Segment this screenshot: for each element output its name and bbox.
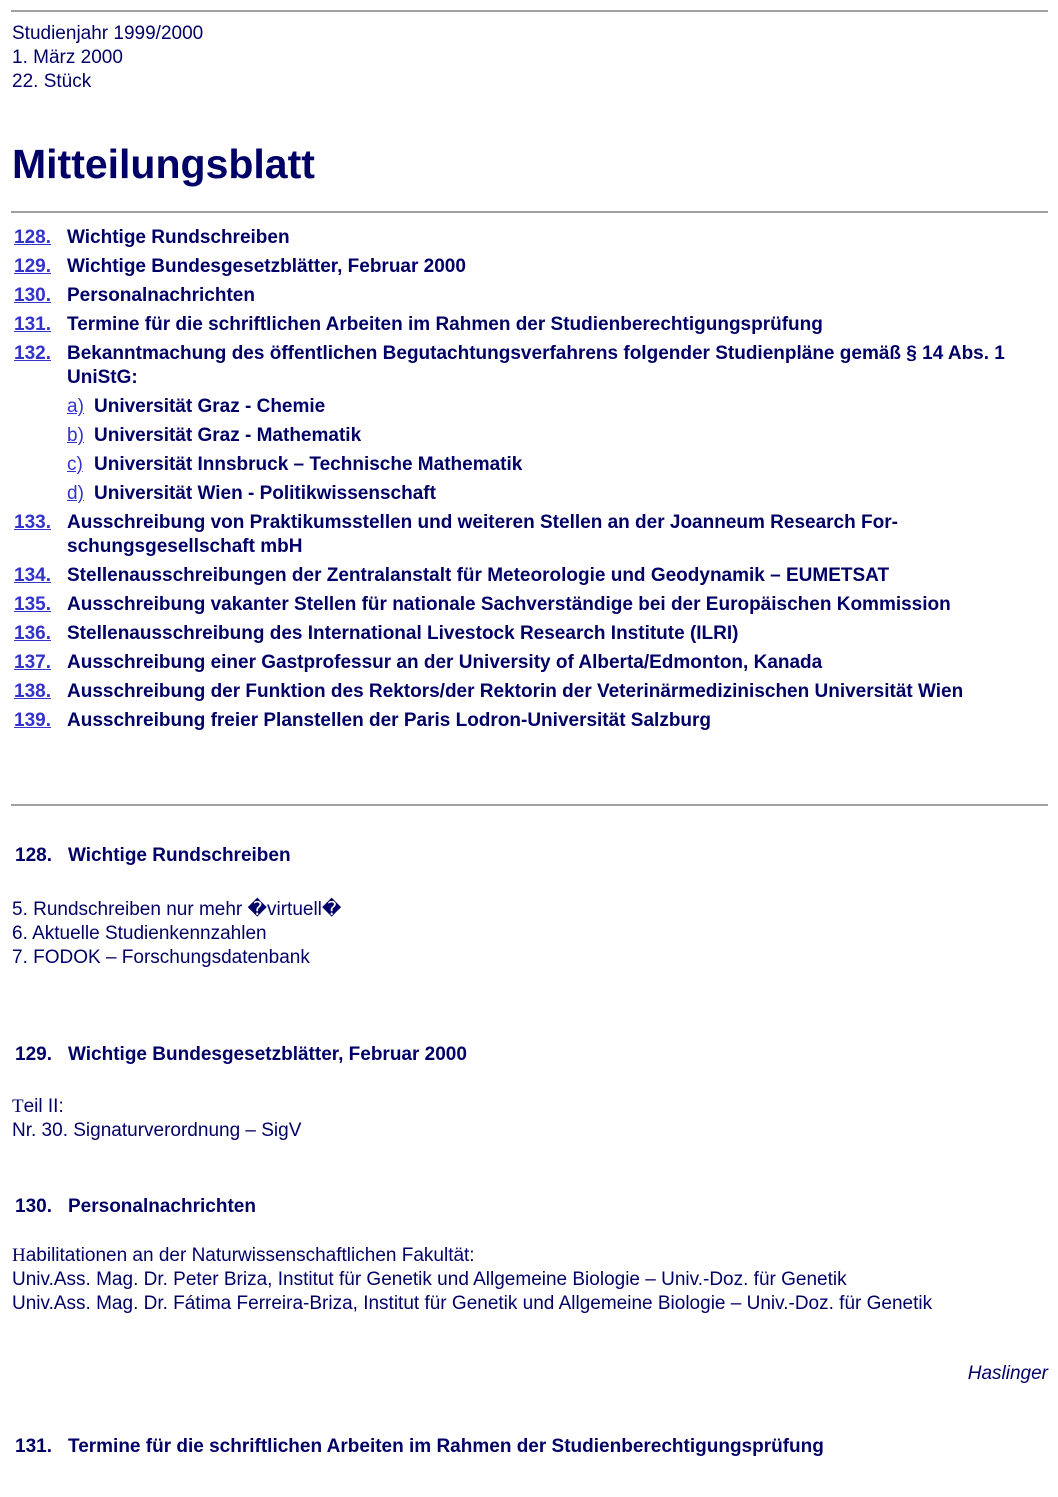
- toc-link-134[interactable]: 134.: [14, 565, 51, 586]
- toc-item-136: [14, 622, 1044, 646]
- toc-item-132: [14, 342, 1044, 506]
- section-body-129: [12, 1095, 301, 1143]
- toc-link-132[interactable]: 132.: [14, 343, 51, 364]
- section-heading-130: [15, 1195, 256, 1219]
- signature: Haslinger: [967, 1363, 1048, 1384]
- toc-title: Personalnachrichten: [67, 285, 255, 306]
- section-number: 128.: [15, 845, 52, 866]
- toc-subtitle: Universität Innsbruck – Technische Mathematik: [94, 454, 523, 475]
- toc-item-139: [14, 709, 1044, 733]
- body-line: Nr. 30. Signaturverordnung – SigV: [12, 1120, 302, 1141]
- toc-title: Bekanntmachung des öffentlichen Begutachtungsverfahrens folgender Studienpläne gemäß § 14 Abs. 1 UniStG:: [67, 343, 1005, 388]
- toc-title: Ausschreibung von Praktikumsstellen und weiteren Stellen an der Joanneum Research For-schungsgesellschaft mbH: [67, 512, 898, 557]
- top-rule: [11, 10, 1048, 12]
- toc-item-130: [14, 284, 1044, 308]
- section-number: 130.: [15, 1196, 52, 1217]
- toc-link-129[interactable]: 129.: [14, 256, 51, 277]
- toc-subtitle: Universität Graz - Chemie: [94, 396, 326, 417]
- toc-link-131[interactable]: 131.: [14, 314, 51, 335]
- toc-item-128: [14, 226, 1044, 250]
- toc-title: Stellenausschreibung des International Livestock Research Institute (ILRI): [67, 623, 739, 644]
- toc-title: Stellenausschreibungen der Zentralanstalt für Meteorologie und Geodynamik – EUMETSAT: [67, 565, 890, 586]
- toc-title: Wichtige Bundesgesetzblätter, Februar 2000: [67, 256, 466, 277]
- body-line: 6. Aktuelle Studienkennzahlen: [12, 923, 267, 944]
- drop-letter: H: [12, 1245, 26, 1266]
- table-of-contents: [14, 226, 1044, 738]
- section-title: Personalnachrichten: [68, 1196, 256, 1217]
- toc-item-131: [14, 313, 1044, 337]
- section-heading-128: [15, 844, 291, 868]
- toc-item-133: [14, 511, 1044, 559]
- toc-subtitle: Universität Graz - Mathematik: [94, 425, 362, 446]
- body-line: 7. FODOK – Forschungsdatenbank: [12, 947, 310, 968]
- toc-item-135: [14, 593, 1044, 617]
- section-heading-129: [15, 1043, 467, 1067]
- toc-item-132-body: [67, 342, 1044, 506]
- toc-subitem-b: [67, 424, 1044, 448]
- toc-sublink-b[interactable]: b): [67, 425, 84, 446]
- section-title: Wichtige Rundschreiben: [68, 845, 291, 866]
- toc-item-137: [14, 651, 1044, 675]
- toc-link-128[interactable]: 128.: [14, 227, 51, 248]
- body-text: eil II:: [23, 1096, 64, 1117]
- section-body-128: [12, 898, 341, 970]
- toc-link-133[interactable]: 133.: [14, 512, 51, 533]
- section-number: 129.: [15, 1044, 52, 1065]
- toc-link-138[interactable]: 138.: [14, 681, 51, 702]
- toc-item-129: [14, 255, 1044, 279]
- toc-title: Ausschreibung einer Gastprofessur an der University of Alberta/Edmonton, Kanada: [67, 652, 823, 673]
- body-line: Univ.Ass. Mag. Dr. Fátima Ferreira-Briza, Institut für Genetik und Allgemeine Biologie – Univ.-Doz. für Genetik: [12, 1293, 933, 1314]
- toc-sublink-a[interactable]: a): [67, 396, 84, 417]
- body-line: 5. Rundschreiben nur mehr �virtuell�: [12, 899, 342, 920]
- body-line: [12, 1095, 301, 1119]
- toc-title: Ausschreibung vakanter Stellen für nationale Sachverständige bei der Europäischen Kommission: [67, 594, 951, 615]
- toc-subitem-c: [67, 453, 1044, 477]
- drop-letter: T: [12, 1096, 24, 1117]
- section-title: Wichtige Bundesgesetzblätter, Februar 2000: [68, 1044, 467, 1065]
- toc-item-138: [14, 680, 1044, 704]
- section-body-130: [12, 1244, 932, 1316]
- toc-title: Ausschreibung der Funktion des Rektors/der Rektorin der Veterinärmedizinischen Universität Wien: [67, 681, 964, 702]
- body-line: Univ.Ass. Mag. Dr. Peter Briza, Institut für Genetik und Allgemeine Biologie – Univ.-Doz. für Genetik: [12, 1269, 847, 1290]
- section-title: Termine für die schriftlichen Arbeiten im Rahmen der Studienberechtigungsprüfung: [68, 1436, 824, 1457]
- body-text: abilitationen an der Naturwissenschaftlichen Fakultät:: [25, 1245, 475, 1266]
- toc-title: Ausschreibung freier Planstellen der Paris Lodron-Universität Salzburg: [67, 710, 712, 731]
- toc-link-135[interactable]: 135.: [14, 594, 51, 615]
- issue-meta: [12, 22, 203, 94]
- toc-sublink-d[interactable]: d): [67, 483, 84, 504]
- toc-title: Termine für die schriftlichen Arbeiten im Rahmen der Studienberechtigungsprüfung: [67, 314, 823, 335]
- body-line: [12, 1244, 932, 1268]
- toc-subtitle: Universität Wien - Politikwissenschaft: [94, 483, 436, 504]
- issue-date: 1. März 2000: [12, 47, 123, 68]
- toc-subitem-a: [67, 395, 1044, 419]
- page-title: Mitteilungsblatt: [12, 141, 315, 187]
- toc-item-134: [14, 564, 1044, 588]
- issue-number: 22. Stück: [12, 71, 92, 92]
- toc-title: Wichtige Rundschreiben: [67, 227, 290, 248]
- section-number: 131.: [15, 1436, 52, 1457]
- toc-subitem-d: [67, 482, 1044, 506]
- toc-bottom-rule: [11, 804, 1048, 806]
- section-heading-131: [15, 1435, 824, 1459]
- toc-link-136[interactable]: 136.: [14, 623, 51, 644]
- toc-link-139[interactable]: 139.: [14, 710, 51, 731]
- academic-year: Studienjahr 1999/2000: [12, 23, 204, 44]
- toc-top-rule: [11, 211, 1048, 213]
- toc-link-130[interactable]: 130.: [14, 285, 51, 306]
- toc-sublink-c[interactable]: c): [67, 454, 83, 475]
- toc-link-137[interactable]: 137.: [14, 652, 51, 673]
